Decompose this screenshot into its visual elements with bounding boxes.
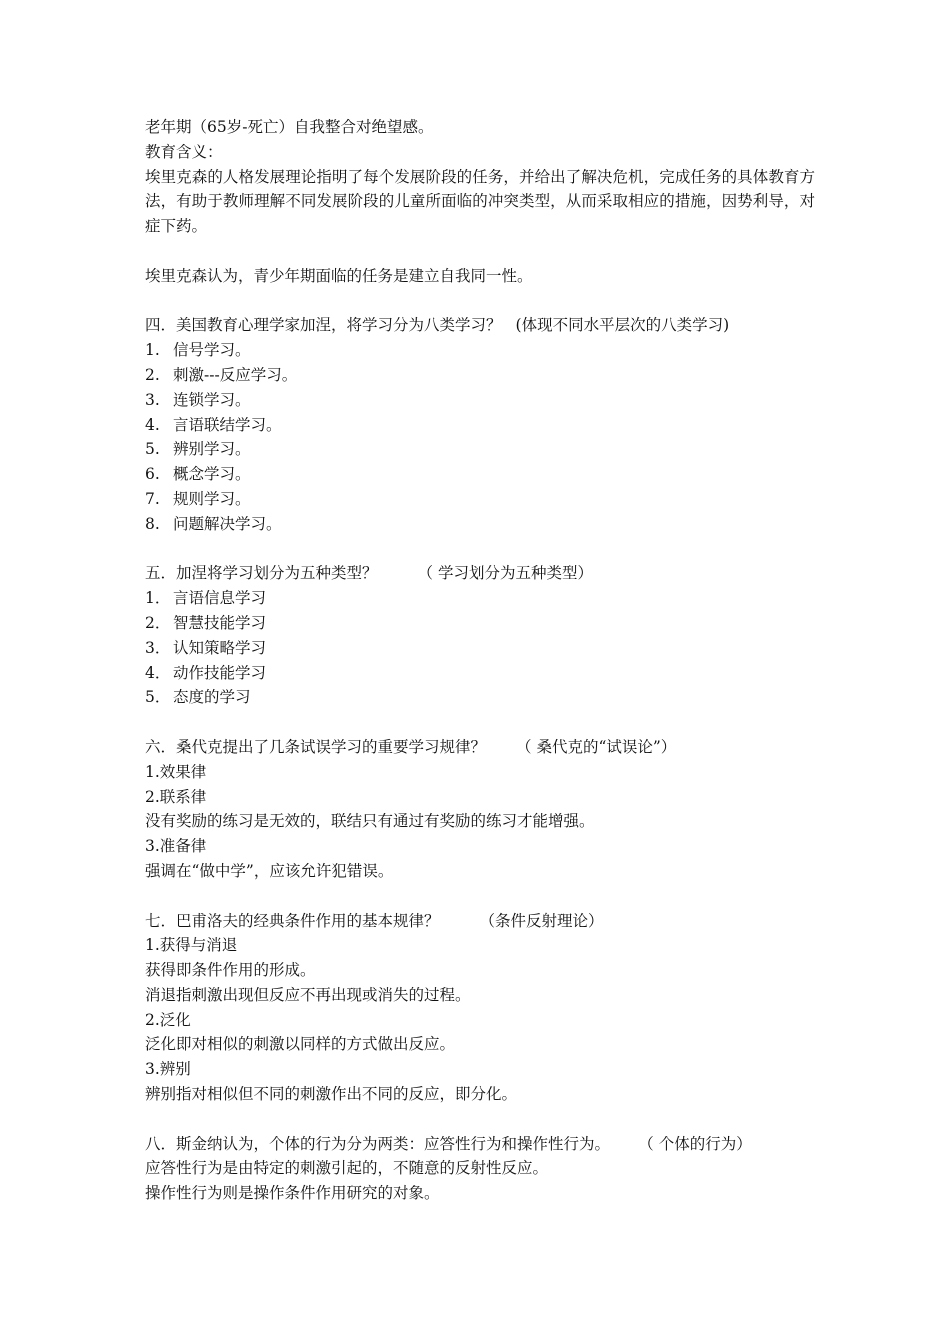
section-7-line: 辨别指对相似但不同的刺激作出不同的反应，即分化。 [145,1085,518,1104]
intro-line-old-age: 老年期（65岁-死亡）自我整合对绝望感。 [145,118,434,136]
list-item-text: 刺激---反应学习。 [173,365,298,384]
intro-line-edu-meaning: 教育含义： [145,142,223,161]
list-item-text: 言语联结学习。 [173,415,282,434]
section-7-line: 1.获得与消退 [145,936,238,955]
list-item-number: 6. [145,465,160,484]
spacer [145,289,815,314]
section-6-line: 1.效果律 [145,762,207,781]
section-4-note: (体现不同水平层次的八类学习) [515,316,730,335]
section-6-line: 3.准备律 [145,837,207,856]
section-8-note: （ 个体的行为） [646,1134,752,1153]
list-item-text: 概念学习。 [173,465,251,484]
list-item-text: 连锁学习。 [173,390,251,409]
section-7-line: 泛化即对相似的刺激以同样的方式做出反应。 [145,1035,456,1054]
section-6-heading [145,735,815,760]
list-item-text: 信号学习。 [173,341,251,360]
list-item-text: 动作技能学习 [173,663,267,682]
list-item-number: 8. [145,514,160,533]
section-7-note: （条件反射理论） [479,911,604,930]
list-item [145,636,815,661]
list-item [145,437,815,462]
list-item-number: 5. [145,440,160,459]
list-item [145,685,815,710]
list-item-number: 3. [145,390,160,409]
list-item-number: 4． [145,663,171,682]
section-7-line: 2.泛化 [145,1010,191,1029]
spacer [145,884,815,909]
list-item-text: 态度的学习 [173,688,251,707]
list-item-text: 认知策略学习 [173,638,267,657]
section-5-note: （ 学习划分为五种类型） [417,564,593,583]
list-item [145,388,815,413]
spacer [145,239,815,264]
section-7-heading [145,909,815,934]
list-item [145,487,815,512]
section-6-line: 强调在“做中学”，应该允许犯错误。 [145,861,394,880]
list-item-text: 规则学习。 [173,489,251,508]
list-item [145,586,815,611]
list-item-number: 2. [145,365,160,384]
list-item-number: 7. [145,489,160,508]
section-8-heading [145,1132,815,1157]
section-6-line: 没有奖励的练习是无效的，联结只有通过有奖励的练习才能增强。 [145,812,595,831]
section-8-line: 操作性行为则是操作条件作用研究的对象。 [145,1184,440,1203]
section-4-heading [145,313,815,338]
list-item [145,661,815,686]
list-item [145,512,815,537]
list-item-number: 3． [145,638,171,657]
list-item-text: 智慧技能学习 [173,613,267,632]
list-item [145,413,815,438]
list-item-number: 1. [145,341,160,360]
section-6-title: 六．桑代克提出了几条试误学习的重要学习规律？ [145,737,487,756]
list-item-number: 1． [145,589,171,608]
section-7-line: 获得即条件作用的形成。 [145,961,316,980]
section-5-heading [145,561,815,586]
list-item-number: 5． [145,688,171,707]
intro-line-identity: 埃里克森认为，青少年期面临的任务是建立自我同一性。 [145,266,533,285]
section-8-title: 八．斯金纳认为，个体的行为分为两类：应答性行为和操作性行为。 [145,1134,611,1153]
section-8-line: 应答性行为是由特定的刺激引起的，不随意的反射性反应。 [145,1159,549,1178]
section-7-line: 3.辨别 [145,1060,191,1079]
list-item [145,611,815,636]
list-item [145,363,815,388]
spacer [145,1107,815,1132]
spacer [145,710,815,735]
list-item-text: 问题解决学习。 [173,514,282,533]
section-7-title: 七．巴甫洛夫的经典条件作用的基本规律？ [145,911,440,930]
section-6-note: （ 桑代克的“试误论”） [516,737,677,756]
list-item [145,338,815,363]
spacer [145,537,815,562]
list-item-text: 辨别学习。 [173,440,251,459]
document-body [145,115,815,1206]
list-item [145,462,815,487]
section-5-title: 五．加涅将学习划分为五种类型？ [145,564,378,583]
section-7-line: 消退指刺激出现但反应不再出现或消失的过程。 [145,985,471,1004]
section-4-title: 四．美国教育心理学家加涅，将学习分为八类学习？ [145,316,502,335]
section-6-line: 2.联系律 [145,787,207,806]
list-item-number: 4. [145,415,160,434]
list-item-number: 2． [145,613,171,632]
intro-paragraph: 埃里克森的人格发展理论指明了每个发展阶段的任务，并给出了解决危机，完成任务的具体教育方法，有助于教师理解不同发展阶段的儿童所面临的冲突类型，从而采取相应的措施，因势利导，对症下药。 [145,167,815,236]
list-item-text: 言语信息学习 [173,589,267,608]
